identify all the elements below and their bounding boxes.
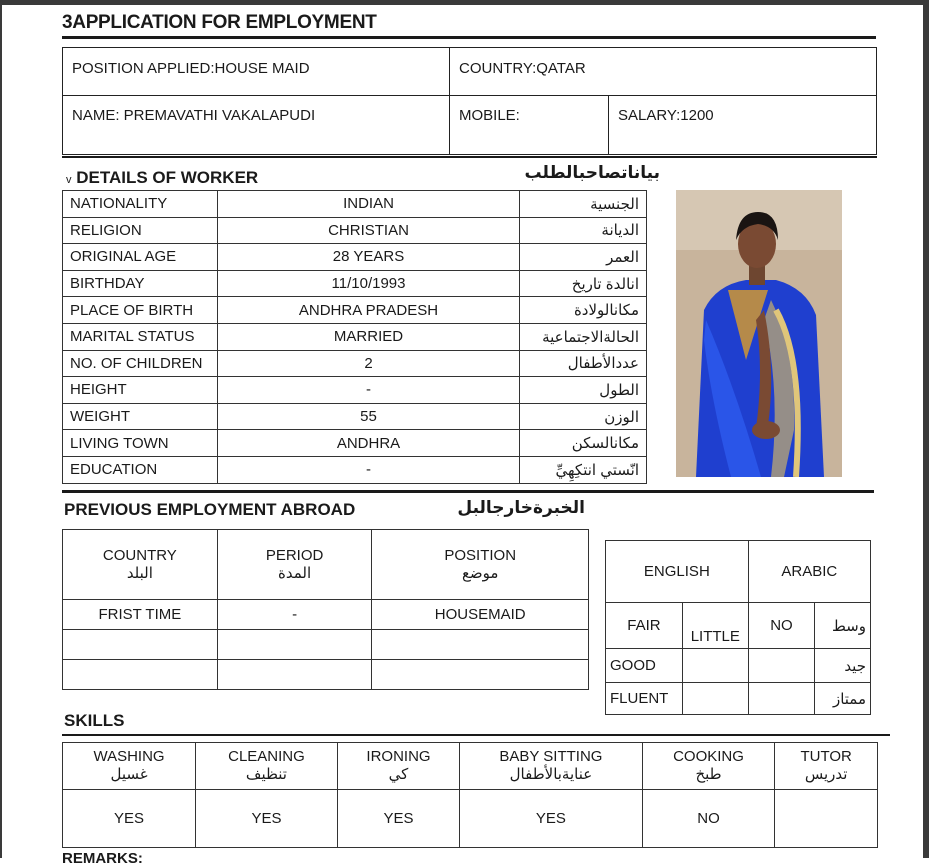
detail-label-ar: انالدة تاريخ [520, 270, 647, 297]
detail-value: 2 [218, 350, 520, 377]
prev-cell: HOUSEMAID [372, 600, 589, 630]
page-title: 3APPLICATION FOR EMPLOYMENT [62, 12, 377, 33]
skill-value: YES [460, 790, 643, 848]
info-bottom-rule [62, 156, 877, 158]
detail-value: - [218, 377, 520, 404]
worker-details-table [62, 190, 647, 484]
skill-value [775, 790, 878, 848]
detail-label: EDUCATION [63, 456, 218, 483]
detail-row [63, 403, 647, 430]
detail-row [63, 430, 647, 457]
skill-header: CLEANING تنظيف [196, 743, 338, 790]
skill-value: YES [337, 790, 459, 848]
detail-row [63, 323, 647, 350]
window-left-border [0, 0, 2, 858]
detail-value: ANDHRA PRADESH [218, 297, 520, 324]
skill-value: NO [642, 790, 775, 848]
detail-label: NATIONALITY [63, 191, 218, 218]
detail-row [63, 217, 647, 244]
detail-label-ar: مكانالولادة [520, 297, 647, 324]
detail-value: 55 [218, 403, 520, 430]
prev-header-period: PERIOD المدة [217, 530, 372, 600]
previous-heading: PREVIOUS EMPLOYMENT ABROAD [64, 500, 356, 519]
lang-arabic: ARABIC [748, 541, 870, 603]
detail-row [63, 191, 647, 218]
prev-cell [63, 660, 218, 690]
previous-employment-table [62, 529, 589, 690]
prev-cell [372, 660, 589, 690]
detail-label: RELIGION [63, 217, 218, 244]
title-rule [62, 36, 876, 39]
lang-fair: FAIR [606, 603, 683, 649]
prev-header-country: COUNTRY البلد [63, 530, 218, 600]
application-info-box [62, 47, 877, 155]
skills-heading: SKILLS [64, 711, 125, 730]
mobile: MOBILE: [459, 107, 520, 124]
detail-label: BIRTHDAY [63, 270, 218, 297]
details-bottom-rule [62, 490, 874, 493]
detail-label-ar: الديانة [520, 217, 647, 244]
lang-empty [682, 649, 748, 683]
lang-fluent: FLUENT [606, 683, 683, 715]
prev-cell [217, 660, 372, 690]
detail-label-ar: العمر [520, 244, 647, 271]
details-heading-ar: بياناتصاحبالطلب [524, 163, 660, 182]
detail-label-ar: انّستي انتكِهِيِّ [520, 456, 647, 483]
lang-fluent-ar: ممتاز [815, 683, 871, 715]
detail-row [63, 244, 647, 271]
lang-empty [748, 649, 814, 683]
prev-cell [63, 630, 218, 660]
window-right-border [923, 0, 929, 858]
position-applied: POSITION APPLIED:HOUSE MAID [72, 60, 310, 77]
detail-value: INDIAN [218, 191, 520, 218]
detail-label-ar: عددالأطفال [520, 350, 647, 377]
previous-heading-ar: الخبرةخارجالبل [457, 498, 585, 517]
detail-label: PLACE OF BIRTH [63, 297, 218, 324]
lang-empty [682, 683, 748, 715]
skill-header: WASHING غسيل [63, 743, 196, 790]
detail-label: HEIGHT [63, 377, 218, 404]
prev-header-position: POSITION موضع [372, 530, 589, 600]
prev-cell: - [217, 600, 372, 630]
detail-row [63, 350, 647, 377]
skill-header: IRONING كي [337, 743, 459, 790]
skill-value: YES [196, 790, 338, 848]
skills-table [62, 742, 878, 848]
detail-row [63, 456, 647, 483]
detail-label-ar: الوزن [520, 403, 647, 430]
lang-good-ar: جيد [815, 649, 871, 683]
window-top-border [0, 0, 929, 5]
skills-rule [62, 734, 890, 736]
detail-label: WEIGHT [63, 403, 218, 430]
lang-fair-ar: وسط [815, 603, 871, 649]
prev-cell [372, 630, 589, 660]
detail-value: ANDHRA [218, 430, 520, 457]
worker-name: NAME: PREMAVATHI VAKALAPUDI [72, 107, 316, 124]
skill-header: COOKING طبخ [642, 743, 775, 790]
lang-good: GOOD [606, 649, 683, 683]
lang-empty [748, 683, 814, 715]
prev-cell: FRIST TIME [63, 600, 218, 630]
detail-label: ORIGINAL AGE [63, 244, 218, 271]
detail-label-ar: الطول [520, 377, 647, 404]
skill-header: BABY SITTING عنايةبالأطفال [460, 743, 643, 790]
details-heading: v DETAILS OF WORKER [66, 168, 259, 187]
detail-row [63, 297, 647, 324]
detail-value: 28 YEARS [218, 244, 520, 271]
detail-value: 11/10/1993 [218, 270, 520, 297]
lang-no: NO [748, 603, 814, 649]
skill-header: TUTOR تدريس [775, 743, 878, 790]
lang-english: ENGLISH [606, 541, 749, 603]
detail-row [63, 377, 647, 404]
lang-little: LITTLE [682, 603, 748, 649]
salary: SALARY:1200 [618, 107, 714, 124]
language-table [605, 540, 871, 715]
detail-row [63, 270, 647, 297]
detail-label: MARITAL STATUS [63, 323, 218, 350]
skill-value: YES [63, 790, 196, 848]
worker-photo [676, 190, 842, 477]
detail-value: MARRIED [218, 323, 520, 350]
remarks-label: REMARKS: [62, 850, 143, 867]
detail-label: LIVING TOWN [63, 430, 218, 457]
detail-label-ar: مكانالسكن [520, 430, 647, 457]
detail-label: NO. OF CHILDREN [63, 350, 218, 377]
prev-cell [217, 630, 372, 660]
detail-value: - [218, 456, 520, 483]
detail-value: CHRISTIAN [218, 217, 520, 244]
detail-label-ar: الجنسية [520, 191, 647, 218]
country: COUNTRY:QATAR [459, 60, 586, 77]
detail-label-ar: الحالةالاجتماعية [520, 323, 647, 350]
